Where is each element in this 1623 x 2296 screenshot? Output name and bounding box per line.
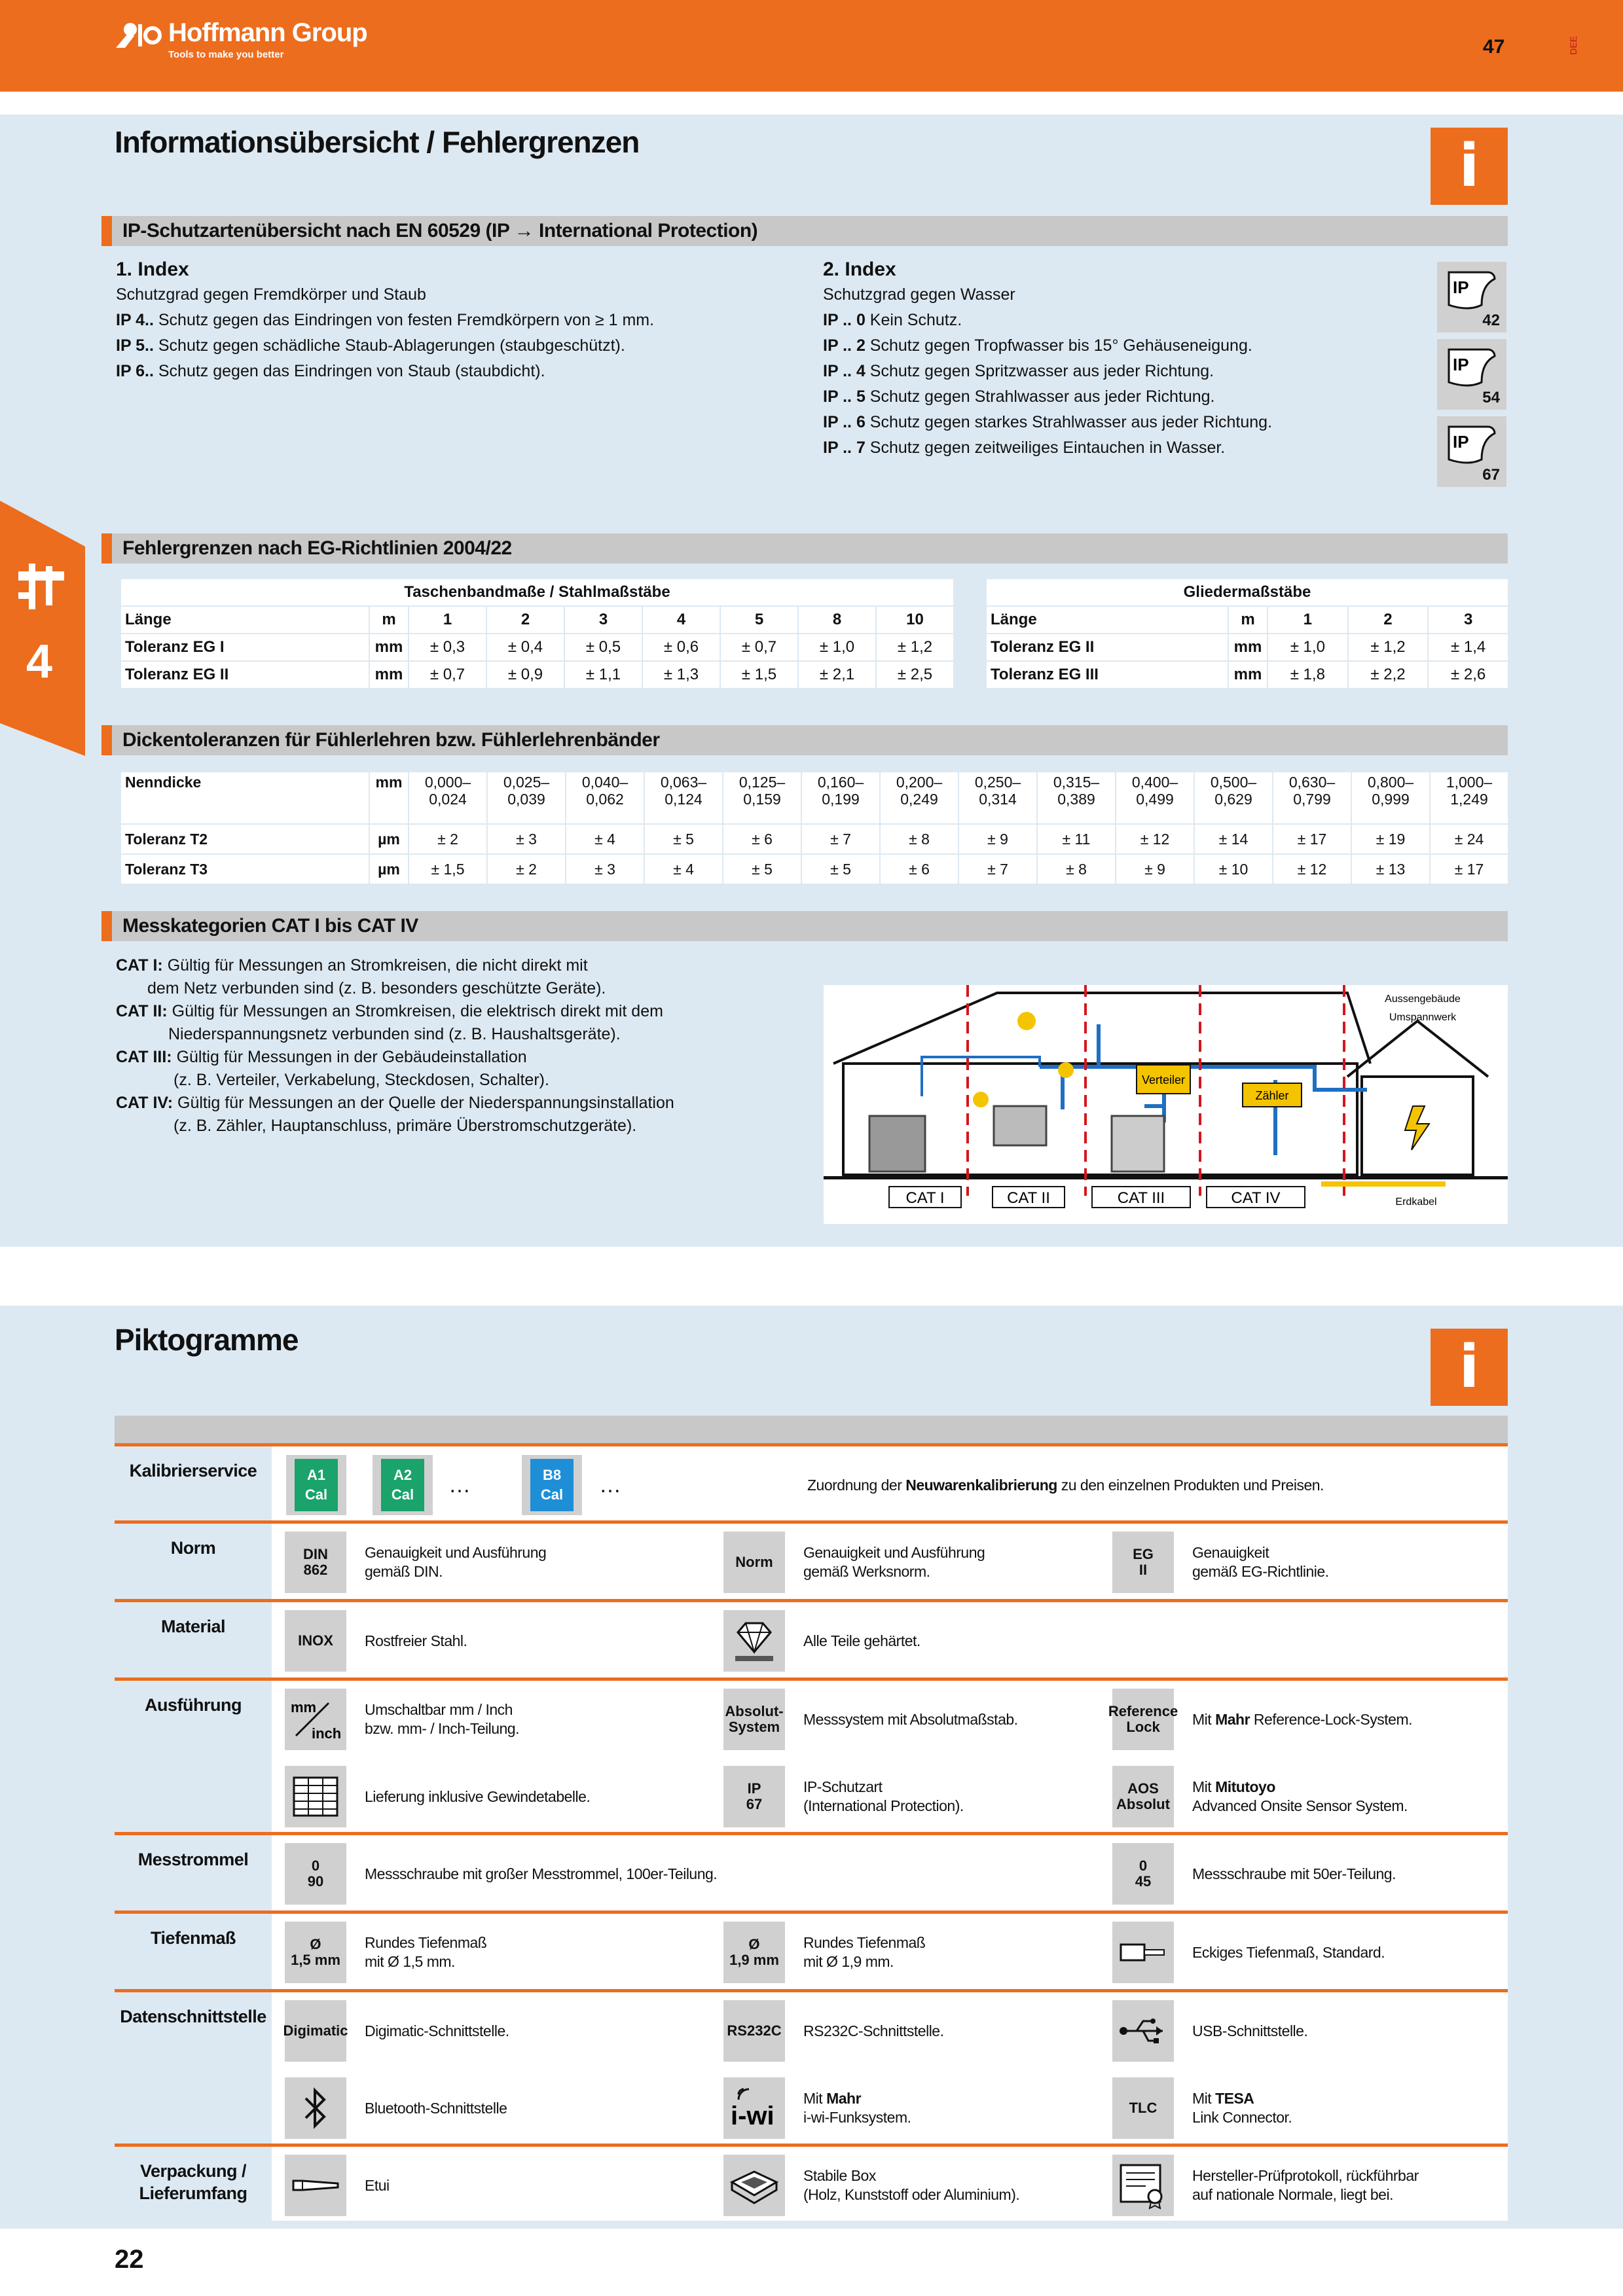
table-cell: 1,000– 1,249 [1430, 772, 1508, 824]
cat-label-1: CAT I [905, 1189, 945, 1207]
pictogram-description: Messsystem mit Absolutmaßstab. [803, 1710, 1018, 1728]
pictogram-icon: 0 45 [1112, 1843, 1174, 1905]
pictogram-row [115, 1677, 1508, 1832]
pictogram-item[interactable] [723, 1758, 964, 1835]
usb-icon [1112, 2000, 1174, 2062]
table-cell: 0,200– 0,249 [880, 772, 958, 824]
svg-text:i-wi: i-wi [731, 2102, 775, 2130]
table-cell: ± 12 [1116, 824, 1194, 854]
mm/inch-icon [285, 1689, 346, 1750]
table-cell: ± 5 [644, 824, 723, 854]
table-cell: 0,160– 0,199 [801, 772, 880, 824]
pictogram-description: Umschaltbar mm / Inch bzw. mm- / Inch-Teilung. [365, 1701, 519, 1737]
pictogram-item[interactable] [1112, 1992, 1307, 2070]
table-cell: ± 8 [1037, 854, 1116, 884]
pictogram-item[interactable] [285, 2147, 390, 2224]
thickness-section-title: Dickentoleranzen für Fühlerlehren bzw. Fühlerlehrenbänder [122, 729, 660, 751]
table-cell: ± 5 [801, 854, 880, 884]
cat-item: CAT II: Gültig für Messungen an Stromkreisen, die elektrisch direkt mit dem Niederspannungsnetz verbunden sind (z. B. Haushaltsgeräte). [116, 1002, 663, 1043]
pictogram-row [115, 1599, 1508, 1677]
pictogram-description: Eckiges Tiefenmaß, Standard. [1192, 1943, 1385, 1961]
pictogram-item[interactable] [723, 1992, 944, 2070]
table-cell: ± 9 [1116, 854, 1194, 884]
pictogram-category: Verpackung / Lieferumfang [139, 2161, 247, 2203]
table-icon [285, 1766, 346, 1827]
index-2-line: IP .. 7 Schutz gegen zeitweiliges Eintauchen in Wasser. [823, 439, 1226, 457]
table-cell: ± 17 [1430, 854, 1508, 884]
table-row: Länge m 1 2 3 4 5 8 10 [120, 606, 954, 634]
svg-text:IP: IP [1453, 432, 1469, 452]
table-cell: 0,800– 0,999 [1351, 772, 1430, 824]
pictogram-icon: Digimatic [285, 2000, 346, 2062]
table-row: Toleranz EG II mm ± 0,7 ± 0,9 ± 1,1 ± 1,3 ± 1,5 ± 2,1 ± 2,5 [120, 661, 954, 689]
table-caption: Taschenbandmaße / Stahlmaßstäbe [120, 579, 954, 606]
table-cell: ± 6 [880, 854, 958, 884]
pictogram-icon: Ø 1,9 mm [723, 1922, 785, 1983]
etui-icon [285, 2155, 346, 2216]
index-2-line: IP .. 4 Schutz gegen Spritzwasser aus jeder Richtung. [823, 362, 1214, 380]
pictogram-category: Norm [170, 1538, 216, 1558]
language-code: DEE [1568, 36, 1578, 55]
ip54-icon: IP 54 [1437, 339, 1506, 410]
pictogram-item[interactable] [1112, 2147, 1419, 2224]
pictogram-description: Mit Mahr i-wi-Funksystem. [803, 2090, 911, 2126]
cal-icon: A2 Cal [381, 1459, 424, 1511]
index-2-line: IP .. 5 Schutz gegen Strahlwasser aus jeder Richtung. [823, 387, 1215, 406]
svg-text:IP: IP [1453, 355, 1469, 374]
table-row: Toleranz EG I mm ± 0,3 ± 0,4 ± 0,5 ± 0,6 ± 0,7 ± 1,0 ± 1,2 [120, 634, 954, 661]
info-icon: i [1431, 128, 1508, 205]
logo-mark-icon [115, 19, 162, 48]
table-cell: ± 12 [1273, 854, 1351, 884]
pictogram-item[interactable] [285, 1914, 486, 1991]
ellipsis: … [448, 1472, 471, 1498]
eg-section-title: Fehlergrenzen nach EG-Richtlinien 2004/22 [122, 537, 512, 559]
chapter-number: 4 [26, 636, 53, 688]
pictogram-header-bar [115, 1416, 1508, 1443]
ip67-icon: IP 67 [1437, 416, 1506, 487]
table-row: Toleranz EG III mm ± 1,8 ± 2,2 ± 2,6 [986, 661, 1508, 689]
chapter-tab[interactable] [0, 501, 85, 756]
table-cell: ± 7 [958, 854, 1037, 884]
pictogram-category: Tiefenmaß [150, 1928, 236, 1948]
pictogram-icon: AOS Absolut [1112, 1766, 1174, 1827]
diamond-icon [723, 1610, 785, 1672]
pictogram-category: Messtrommel [137, 1850, 249, 1869]
table-cell: ± 11 [1037, 824, 1116, 854]
pictogram-description: RS232C-Schnittstelle. [803, 2022, 944, 2039]
table-cell: ± 6 [723, 824, 801, 854]
index-2-subtitle: Schutzgrad gegen Wasser [823, 285, 1015, 304]
cat-section-title: Messkategorien CAT I bis CAT IV [122, 915, 418, 937]
pictogram-icon: Ø 1,5 mm [285, 1922, 346, 1983]
pictogram-icon: 0 90 [285, 1843, 346, 1905]
pictogram-description: Messschraube mit 50er-Teilung. [1192, 1865, 1396, 1882]
pictogram-description: Stabile Box (Holz, Kunststoff oder Aluminium). [803, 2167, 1020, 2203]
pictogram-category: Datenschnittstelle [120, 2007, 266, 2026]
table-cell: ± 5 [723, 854, 801, 884]
table-cell: ± 8 [880, 824, 958, 854]
i-wi-icon [723, 2077, 785, 2139]
pictogram-item[interactable] [723, 1602, 921, 1679]
table-cell: 0,125– 0,159 [723, 772, 801, 824]
calibration-badge[interactable] [286, 1446, 346, 1524]
pictogram-description: Digimatic-Schnittstelle. [365, 2022, 509, 2039]
cal-icon: A1 Cal [295, 1459, 338, 1511]
brand-name: Hoffmann Group [168, 18, 367, 47]
pictogram-description: Messschraube mit großer Messtrommel, 100er-Teilung. [365, 1865, 718, 1882]
pictogram-description: Mit Mahr Reference-Lock-System. [1192, 1710, 1412, 1728]
eg-table-left [120, 578, 955, 689]
table-cell: ± 4 [566, 824, 644, 854]
table-cell: ± 2 [487, 854, 566, 884]
table-cell: ± 1,5 [409, 854, 487, 884]
header-bar [0, 0, 1623, 92]
pictogram-item[interactable] [285, 1524, 546, 1601]
svg-text:IP: IP [1453, 278, 1469, 297]
ip-section-title: IP-Schutzartenübersicht nach EN 60529 (IP → International Protection) [122, 220, 758, 242]
cat-descriptions [116, 954, 810, 1138]
index-2-line: IP .. 6 Schutz gegen starkes Strahlwasser aus jeder Richtung. [823, 413, 1273, 431]
table-cell: ± 24 [1430, 824, 1508, 854]
ip-index-2 [823, 257, 1412, 461]
table-cell: 0,040– 0,062 [566, 772, 644, 824]
table-cell: 0,630– 0,799 [1273, 772, 1351, 824]
pictogram-item[interactable] [1108, 1681, 1412, 1758]
calibration-badge[interactable] [522, 1446, 582, 1524]
ip-section-header [101, 216, 1508, 246]
table-cell: ± 17 [1273, 824, 1351, 854]
index-1-line: IP 6.. Schutz gegen das Eindringen von Staub (staubdicht). [116, 362, 545, 380]
ellipsis: … [599, 1472, 621, 1498]
calibration-badge[interactable] [373, 1446, 433, 1524]
page-number-bottom: 22 [115, 2245, 144, 2274]
info-icon-2: i [1431, 1329, 1508, 1406]
pictogram-description: Lieferung inklusive Gewindetabelle. [365, 1787, 591, 1805]
index-2-line: IP .. 2 Schutz gegen Tropfwasser bis 15° Gehäuseneigung. [823, 336, 1252, 355]
pictogram-item[interactable] [1112, 1524, 1329, 1601]
pictogram-row [115, 1520, 1508, 1599]
table-cell: ± 2 [409, 824, 487, 854]
svg-text:mm: mm [291, 1699, 317, 1715]
pictogram-description: Mit TESA Link Connector. [1192, 2090, 1292, 2126]
table-cell: ± 3 [487, 824, 566, 854]
outside-building-label: Aussengebäude [1385, 994, 1461, 1005]
cat-diagram [824, 985, 1508, 1224]
pictogram-item[interactable] [1112, 1835, 1396, 1912]
thickness-section-header [101, 725, 1508, 755]
box-icon [723, 2155, 785, 2216]
pictogram-description: USB-Schnittstelle. [1192, 2022, 1308, 2039]
cat-section-header [101, 911, 1508, 941]
table-row: Länge m 1 2 3 [986, 606, 1508, 634]
index-2-title: 2. Index [823, 259, 896, 280]
pictogram-item[interactable] [723, 2147, 1019, 2224]
pictogram-row [115, 2144, 1508, 2221]
ip-index-1 [116, 257, 803, 384]
table-cell: 0,025– 0,039 [487, 772, 566, 824]
table-cell: 0,000– 0,024 [409, 772, 487, 824]
substation-label: Umspannwerk [1389, 1012, 1457, 1023]
pictogram-description: Etui [365, 2176, 390, 2194]
cat-label-3: CAT III [1117, 1189, 1165, 1207]
table-row: Nenndicke mm 0,000– 0,024 0,025– 0,039 0,040– 0,062 0,063– 0,124 0,125– 0,159 0,160– 0,199 0,200– 0,249 0,250– 0,314 0,315– 0,389 0,400– 0,499 0,500– 0,629 0,630– 0,799 0,800– 0,999 1,000– 1,249 [120, 772, 1508, 824]
table-cell: ± 19 [1351, 824, 1430, 854]
pictogram-row [115, 1443, 1508, 1520]
cat-label-2: CAT II [1007, 1189, 1050, 1207]
table-cell: ± 7 [801, 824, 880, 854]
cat-label-4: CAT IV [1231, 1189, 1281, 1207]
cat-item: CAT IV: Gültig für Messungen an der Quelle der Niederspannungsinstallation (z. B. Zähler, Hauptanschluss, primäre Überstromschutzgeräte). [116, 1094, 674, 1135]
pictogram-item[interactable] [1112, 1758, 1408, 1835]
page-number-top: 47 [1483, 36, 1505, 58]
section-title-info: Informationsübersicht / Fehlergrenzen [115, 125, 640, 159]
pictogram-description: IP-Schutzart (International Protection). [803, 1778, 964, 1814]
pictogram-item[interactable] [1112, 2070, 1292, 2147]
verteiler-label: Verteiler [1141, 1073, 1186, 1086]
cat-item: CAT I: Gültig für Messungen an Stromkreisen, die nicht direkt mit dem Netz verbunden sind (z. B. besonders geschützte Geräte). [116, 956, 606, 997]
table-row: Toleranz T3 µm ± 1,5 ± 2 ± 3 ± 4 ± 5 ± 5 ± 6 ± 7 ± 8 ± 9 ± 10 ± 12 ± 13 ± 17 [120, 854, 1508, 884]
earth-cable-label: Erdkabel [1395, 1196, 1437, 1208]
pictogram-icon: IP 67 [723, 1766, 785, 1827]
index-1-line: IP 5.. Schutz gegen schädliche Staub-Ablagerungen (staubgeschützt). [116, 336, 625, 355]
table-cell: ± 9 [958, 824, 1037, 854]
accent-bar [101, 216, 112, 246]
table-cell: 0,250– 0,314 [958, 772, 1037, 824]
pictogram-item[interactable] [723, 1914, 925, 1991]
pictogram-row [115, 1910, 1508, 1989]
eg-table-right [985, 578, 1509, 689]
eg-section-header [101, 533, 1508, 564]
pictogram-category: Ausführung [145, 1695, 242, 1715]
pictogram-description: Rundes Tiefenmaß mit Ø 1,5 mm. [365, 1934, 487, 1970]
pictogram-icon: EG II [1112, 1532, 1174, 1593]
pictogram-icon: TLC [1112, 2077, 1174, 2139]
pictogram-description: Genauigkeit gemäß EG-Richtlinie. [1192, 1544, 1329, 1580]
pictogram-item[interactable] [723, 1681, 1018, 1758]
pictogram-icon: Norm [723, 1532, 785, 1593]
pictogram-item[interactable] [285, 1992, 509, 2070]
pictogram-icon: RS232C [723, 2000, 785, 2062]
pictogram-icon: INOX [285, 1610, 346, 1672]
pictogram-item[interactable] [285, 2070, 507, 2147]
pictogram-description: Genauigkeit und Ausführung gemäß Werksnorm. [803, 1544, 985, 1580]
table-cell: ± 13 [1351, 854, 1430, 884]
table-cell: 0,063– 0,124 [644, 772, 723, 824]
ip42-icon: IP 42 [1437, 262, 1506, 332]
certificate-icon [1112, 2155, 1174, 2216]
table-row: Toleranz EG II mm ± 1,0 ± 1,2 ± 1,4 [986, 634, 1508, 661]
zaehler-label: Zähler [1255, 1089, 1289, 1102]
pictogram-description: Alle Teile gehärtet. [803, 1632, 921, 1649]
cat-item: CAT III: Gültig für Messungen in der Gebäudeinstallation (z. B. Verteiler, Verkabelung, Steckdosen, Schalter). [116, 1048, 549, 1089]
pictogram-icon: DIN 862 [285, 1532, 346, 1593]
table-cell: ± 3 [566, 854, 644, 884]
pictogram-item[interactable] [723, 2070, 911, 2147]
pictogram-item[interactable] [285, 1602, 467, 1679]
table-cell: ± 10 [1194, 854, 1273, 884]
pictogram-icon: Reference Lock [1112, 1689, 1174, 1750]
table-cell: 0,315– 0,389 [1037, 772, 1116, 824]
index-2-line: IP .. 0 Kein Schutz. [823, 311, 962, 329]
index-1-title: 1. Index [116, 259, 189, 280]
table-cell: 0,500– 0,629 [1194, 772, 1273, 824]
hoffmann-logo[interactable] [115, 18, 367, 60]
pictogram-item[interactable] [1112, 1914, 1385, 1991]
pictogram-icon: Absolut- System [723, 1689, 785, 1750]
pictogram-item[interactable] [285, 1681, 519, 1758]
pictogram-description: Rostfreier Stahl. [365, 1632, 467, 1649]
pictogram-description: Hersteller-Prüfprotokoll, rückführbar auf nationale Normale, liegt bei. [1192, 2167, 1419, 2203]
pictogram-description: Genauigkeit und Ausführung gemäß DIN. [365, 1544, 547, 1580]
pictogram-item[interactable] [723, 1524, 985, 1601]
pictogram-item[interactable] [285, 1758, 590, 1835]
bluetooth-icon [285, 2077, 346, 2139]
index-1-line: IP 4.. Schutz gegen das Eindringen von festen Fremdkörpern von ≥ 1 mm. [116, 311, 655, 329]
thickness-table [120, 771, 1509, 885]
svg-text:inch: inch [312, 1725, 342, 1742]
flat-depth-icon [1112, 1922, 1174, 1983]
pictogram-description: Mit Mitutoyo Advanced Onsite Sensor System. [1192, 1778, 1408, 1814]
pictogram-description: Rundes Tiefenmaß mit Ø 1,9 mm. [803, 1934, 926, 1970]
calibration-note: Zuordnung der Neuwarenkalibrierung zu den einzelnen Produkten und Preisen. [807, 1476, 1324, 1494]
table-cell: ± 4 [644, 854, 723, 884]
table-row: Toleranz T2 µm ± 2 ± 3 ± 4 ± 5 ± 6 ± 7 ± 8 ± 9 ± 11 ± 12 ± 14 ± 17 ± 19 ± 24 [120, 824, 1508, 854]
pictogram-row [115, 1989, 1508, 2144]
index-1-subtitle: Schutzgrad gegen Fremdkörper und Staub [116, 285, 426, 304]
table-cell: ± 14 [1194, 824, 1273, 854]
pictogram-description: Bluetooth-Schnittstelle [365, 2099, 507, 2117]
pictogram-category: Material [160, 1617, 226, 1636]
pictogram-category: Kalibrierservice [129, 1461, 257, 1480]
cat-house-diagram [824, 985, 1508, 1224]
pictogram-row [115, 1832, 1508, 1910]
section-title-pictograms: Piktogramme [115, 1323, 299, 1357]
table-cell: 0,400– 0,499 [1116, 772, 1194, 824]
table-caption: Gliedermaßstäbe [986, 579, 1508, 606]
pictogram-item[interactable] [285, 1835, 717, 1912]
cal-icon: B8 Cal [530, 1459, 574, 1511]
brand-tagline: Tools to make you better [168, 49, 284, 60]
